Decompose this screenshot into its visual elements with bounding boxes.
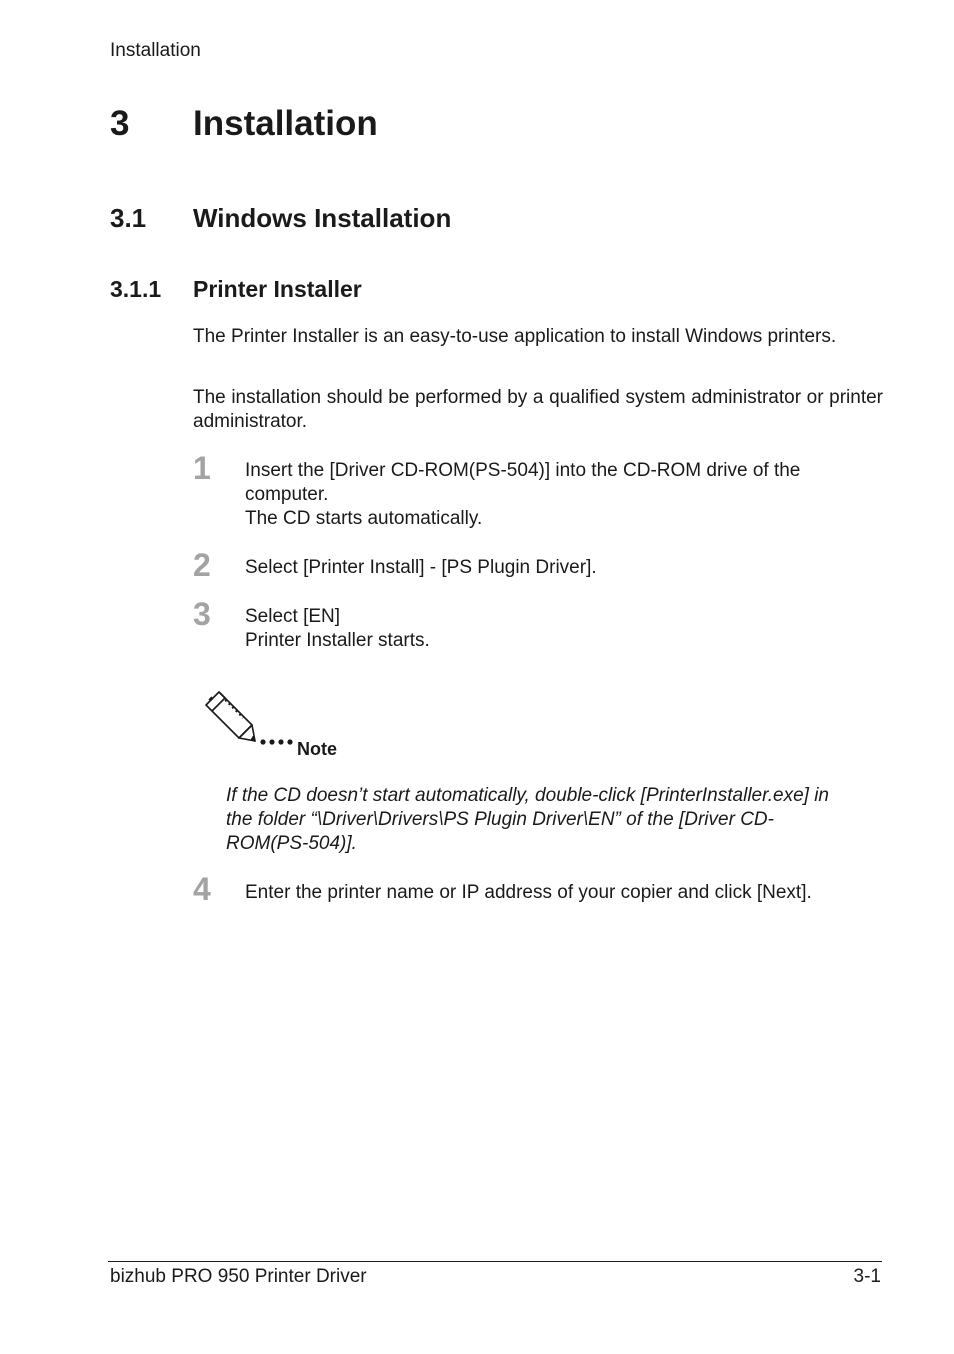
step-text (245, 881, 885, 905)
step-number: 4 (193, 871, 211, 907)
note-line: ROM(PS-504)]. (226, 833, 357, 854)
footer-product-name: bizhub PRO 950 Printer Driver (110, 1266, 367, 1287)
chapter-title: Installation (193, 104, 378, 143)
chapter-number: 3 (110, 104, 130, 143)
step-line: Select [Printer Install] - [PS Plugin Driver]. (245, 557, 597, 578)
step-line: Printer Installer starts. (245, 630, 430, 651)
note-label: Note (297, 739, 337, 759)
step-line: Insert the [Driver CD-ROM(PS-504)] into the CD-ROM drive of the (245, 460, 801, 481)
note-line: If the CD doesn’t start automatically, double-click [PrinterInstaller.exe] in (226, 785, 829, 806)
pencil-note-icon (203, 688, 295, 748)
note-line: the folder “\Driver\Drivers\PS Plugin Driver\EN” of the [Driver CD- (226, 809, 774, 830)
step-number: 1 (193, 450, 211, 486)
step-line: Select [EN] (245, 606, 341, 627)
note-text (226, 784, 886, 856)
step-line: The CD starts automatically. (245, 508, 483, 529)
admin-paragraph: The installation should be performed by a qualified system administrator or printer administrator. (193, 387, 883, 432)
subsection-number: 3.1.1 (110, 276, 162, 302)
page-number: 3-1 (853, 1266, 881, 1287)
step-text (245, 556, 885, 580)
section-title: Windows Installation (193, 203, 452, 233)
subsection-title: Printer Installer (193, 276, 362, 302)
section-number: 3.1 (110, 203, 147, 233)
step-number: 2 (193, 547, 211, 583)
running-header: Installation (110, 40, 201, 61)
intro-paragraph: The Printer Installer is an easy-to-use application to install Windows printers. (193, 326, 837, 347)
step-number: 3 (193, 596, 211, 632)
step-line: Enter the printer name or IP address of your copier and click [Next]. (245, 882, 812, 903)
step-line: computer. (245, 484, 329, 505)
footer-rule (108, 1261, 882, 1262)
step-text (245, 459, 885, 531)
step-text (245, 605, 885, 653)
